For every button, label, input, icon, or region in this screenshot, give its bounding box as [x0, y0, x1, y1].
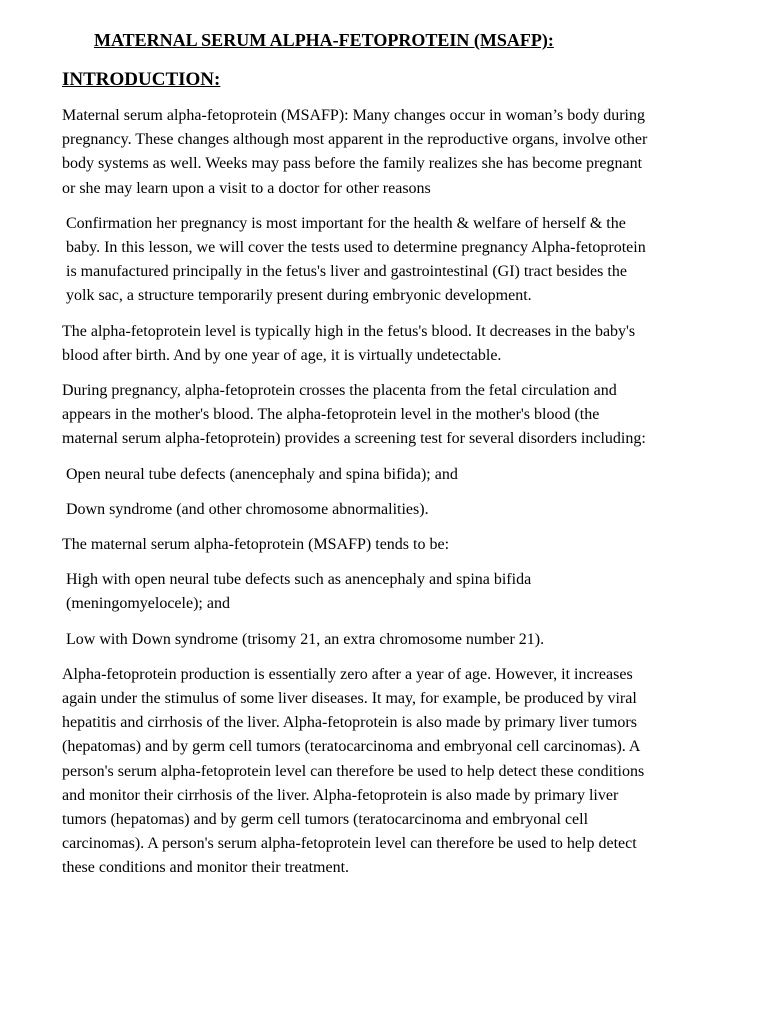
section-heading-introduction: INTRODUCTION:	[62, 69, 221, 90]
document-page	[62, 28, 652, 892]
paragraph-msafp-intro: Maternal serum alpha-fetoprotein (MSAFP): Many changes occur in woman’s body during pregnancy. These changes although most apparent in the reproductive organs, involve other body systems as well. Weeks may pass before the family realizes she has become pregnant or she may learn upon a visit to a doctor for other reasons	[62, 107, 648, 197]
list-item-down-syndrome: Down syndrome (and other chromosome abnormalities).	[66, 500, 429, 518]
paragraph-fetal-level: The alpha-fetoprotein level is typically high in the fetus's blood. It decreases in the baby's blood after birth. And by one year of age, it is virtually undetectable.	[62, 322, 636, 364]
list-item-neural-tube: Open neural tube defects (anencephaly and spina bifida); and	[66, 465, 458, 483]
list-item-low: Low with Down syndrome (trisomy 21, an extra chromosome number 21).	[66, 630, 545, 648]
document-title: MATERNAL SERUM ALPHA-FETOPROTEIN (MSAFP):	[94, 30, 554, 50]
paragraph-liver-diseases: Alpha-fetoprotein production is essentially zero after a year of age. However, it increases again under the stimulus of some liver diseases. It may, for example, be produced by viral hepatitis and cirrhosis of the liver. Alpha-fetoprotein is also made by primary liver tumors (hepatomas) and by germ cell tumors (teratocarcinoma and embryonal cell carcinomas). A person's serum alpha-fetoprotein level can therefore be used to help detect these conditions and monitor their cirrhosis of the liver. Alpha-fetoprotein is also made by primary liver tumors (hepatomas) and by germ cell tumors (teratocarcinoma and embryonal cell carcinomas). A person's serum alpha-fetoprotein level can therefore be used to help detect these conditions and monitor their treatment.	[62, 665, 645, 877]
paragraph-confirmation: Confirmation her pregnancy is most important for the health & welfare of herself & the baby. In this lesson, we will cover the tests used to determine pregnancy Alpha-fetoprotein is manufactured principally in the fetus's liver and gastrointestinal (GI) tract besides the yolk sac, a structure temporarily present during embryonic development.	[66, 214, 646, 305]
list-item-high: High with open neural tube defects such as anencephaly and spina bifida (meningomyelocele); and	[66, 571, 532, 613]
paragraph-during-pregnancy: During pregnancy, alpha-fetoprotein crosses the placenta from the fetal circulation and appears in the mother's blood. The alpha-fetoprotein level in the mother's blood (the maternal serum alpha-fetoprotein) provides a screening test for several disorders including:	[62, 382, 646, 448]
paragraph-tends-to-be: The maternal serum alpha-fetoprotein (MSAFP) tends to be:	[62, 536, 450, 554]
